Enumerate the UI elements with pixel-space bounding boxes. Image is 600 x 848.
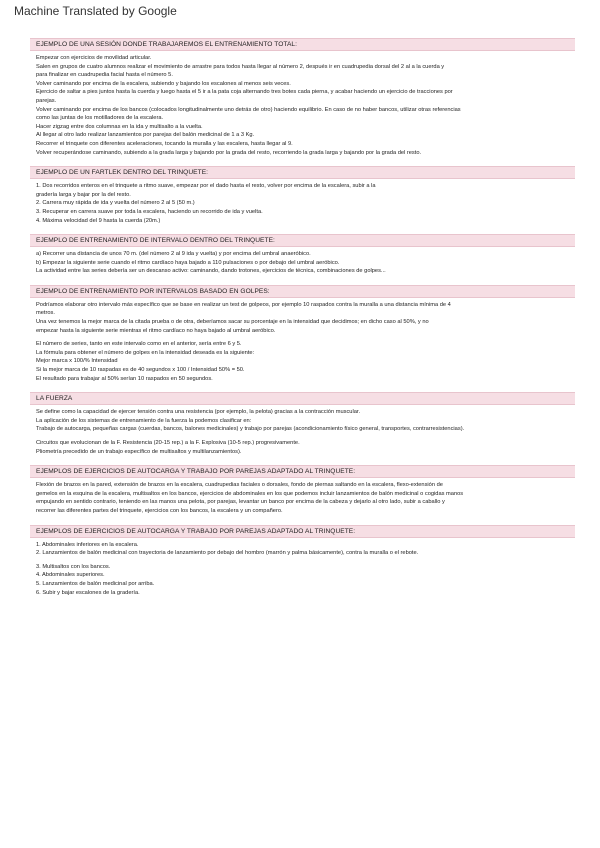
text-line: Volver caminando por encima de los bancos (colocados longitudinalmente uno detrás de otro) haciendo equilibrio. En caso de no haber bancos, utilizar otras referencias [36, 106, 461, 113]
text-line: 3. Multisaltos con los bancos. [36, 563, 111, 570]
text-line: Flexión de brazos en la pared, extensión de brazos en la escalera, cuadrupedias faciales o dorsales, fondo de piernas saltando en la escalera, flexo-extensión de [36, 482, 443, 489]
section [30, 234, 575, 276]
text-line: 1. Dos recorridos enteros en el trinquete a ritmo suave, empezar por el dado hasta el resto, volver por encima de la escalera, subir a la [36, 183, 376, 190]
text-line: 2. Lanzamientos de balón medicinal con trayectoria de lanzamiento por debajo del hombro (marrón y palma básicamente), contra la muralla o el rebote. [36, 550, 419, 557]
text-line: empujando en sentido contrario, teniendo en las manos una pelota, por parejas, levantar un banco por encima de la cabeza y dejarlo al otro lado, subir a caballo y [36, 499, 445, 506]
text-line: metros. [36, 310, 55, 317]
section-heading: EJEMPLO DE ENTRENAMIENTO POR INTERVALOS BASADO EN GOLPES: [30, 285, 575, 298]
section-heading: EJEMPLOS DE EJERCICIOS DE AUTOCARGA Y TRABAJO POR PAREJAS ADAPTADO AL TRINQUETE: [30, 525, 575, 538]
section [30, 465, 575, 515]
text-line: Empezar con ejercicios de movilidad articular. [36, 55, 152, 61]
translation-banner: Machine Translated by Google [14, 4, 177, 18]
text-line: Al llegar al otro lado realizar lanzamientos por parejas del balón medicinal de 1 a 3 Kg. [36, 132, 255, 139]
section [30, 525, 575, 598]
section [30, 285, 575, 383]
text-line: Mejor marca x 100/% Intensidad [36, 358, 118, 365]
section [30, 166, 575, 225]
text-line: 5. Lanzamientos de balón medicinal por arriba. [36, 580, 155, 587]
text-line: Pliometría precedido de un trabajo específico de multisaltos y multilanzamientos). [36, 448, 242, 455]
text-line: 4. Máxima velocidad del 9 hasta la cuerda (20m.) [36, 217, 161, 224]
section [30, 38, 575, 157]
text-line: Volver recuperándose caminando, subiendo a la grada larga y bajando por la grada del resto, recorriendo la grada larga y bajando por la grada del resto. [36, 149, 422, 156]
text-line: El resultado para trabajar al 50% serían 10 raspados en 50 segundos. [36, 375, 213, 382]
text-line: 4. Abdominales superiores. [36, 572, 105, 579]
section [30, 392, 575, 456]
section-heading: EJEMPLO DE ENTRENAMIENTO DE INTERVALO DENTRO DEL TRINQUETE: [30, 234, 575, 247]
text-line: Se define como la capacidad de ejercer tensión contra una resistencia (por ejemplo, la pelota) gracias a la contracción muscular. [36, 409, 361, 416]
text-line: gradería larga y bajar por la del resto. [36, 191, 131, 198]
section-heading: LA FUERZA [30, 392, 575, 405]
text-line: gemelos en la esquina de la escalera, multisaltos en los bancos, ejercicios de abdominales en los que podemos incluir lanzamientos de balón medicinal o cogidas manos [36, 490, 464, 497]
text-line: Salen en grupos de cuatro alumnos realizar el movimiento de arrastre para todos hasta llegar al número 2, después ir en cuadrupedia dorsal del 2 al a la cuerda y [36, 63, 445, 70]
text-line: 2. Carrera muy rápida de ida y vuelta del número 2 al 5 (50 m.) [36, 200, 195, 207]
section-heading: EJEMPLOS DE EJERCICIOS DE AUTOCARGA Y TRABAJO POR PAREJAS ADAPTADO AL TRINQUETE: [30, 465, 575, 478]
text-line: 1. Abdominales inferiores en la escalera. [36, 541, 139, 548]
text-line: Recorrer el trinquete con diferentes aceleraciones, tocando la muralla y las escalera, hasta llegar al 9. [36, 140, 293, 147]
text-line: Circuitos que evolucionan de la F. Resistencia (20-15 rep.) a la F. Explosiva (10-5 rep.) progresivamente. [36, 440, 300, 446]
text-line: Si la mejor marca de 10 raspadas es de 40 segundos x 100 / Intensidad 50% = 50. [36, 367, 245, 374]
text-line: parejas. [36, 97, 57, 104]
text-line: b) Empezar la siguiente serie cuando el ritmo cardíaco haya bajado a 110 pulsaciones o por debajo del umbral aeróbico. [36, 259, 340, 266]
document-body [30, 38, 575, 606]
text-line: para finalizar en cuadrupedia facial hasta el número 5. [36, 72, 173, 79]
text-line: recorrer las diferentes partes del trinquete, ejercicios con los bancos, la escalera y un compañero. [36, 507, 283, 514]
text-line: Volver caminando por encima de la escalera, subiendo y bajando los escalones al menos seis veces. [36, 80, 291, 87]
text-line: El número de series, tanto en este intervalo como en el anterior, sería entre 6 y 5. [36, 341, 242, 348]
text-line: Trabajo de autocarga, pequeñas cargas (cuerdas, bancos, balones medicinales) y trabajo por parejas (acondicionamiento físico general, transportes, contrarresistencias). [36, 426, 465, 433]
section-heading: EJEMPLO DE UN FARTLEK DENTRO DEL TRINQUETE: [30, 166, 575, 179]
text-line: La aplicación de los sistemas de entrenamiento de la fuerza la podemos clasificar en: [36, 417, 252, 424]
text-line: La fórmula para obtener el número de golpes en la intensidad deseada es la siguiente: [36, 349, 255, 356]
text-line: empezar hasta la siguiente serie mientras el ritmo cardíaco no haya bajado al umbral aeróbico. [36, 327, 276, 334]
text-line: La actividad entre las series debería ser un descanso activo: caminando, dando trotones, ejercicios de técnica, combinaciones de golpes... [36, 268, 386, 275]
section-heading: EJEMPLO DE UNA SESIÓN DONDE TRABAJAREMOS EL ENTRENAMIENTO TOTAL: [30, 38, 575, 51]
text-line: a) Recorrer una distancia de unos 70 m. (del número 2 al 9 ida y vuelta) y por encima del umbral anaeróbico. [36, 251, 311, 258]
text-line: Hacer zigzag entre dos columnas en la ida y multisalto a la vuelta. [36, 123, 203, 130]
text-line: 3. Recuperar en carrera suave por toda la escalera, haciendo un recorrido de ida y vuelta. [36, 208, 263, 215]
text-line: Podríamos elaborar otro intervalo más específico que se base en realizar un test de golpeos, por ejemplo 10 raspados contra la muralla a una distancia mínima de 4 [36, 301, 451, 308]
text-line: Una vez tenemos la mejor marca de la citada prueba o de otra, deberíamos sacar su porcentaje en la intensidad que decidimos; en dicho caso al 50%, y no [36, 319, 429, 326]
text-line: 6. Subir y bajar escalones de la gradería. [36, 589, 140, 596]
text-line: como las juntas de los motilladores de la escalera. [36, 115, 164, 122]
text-line: Ejercicio de saltar a pies juntos hasta la cuerda y luego hasta el 5 ir a la pata coja alternando tres botes cada pierna, y acabar haciendo un ejercicio de tracciones por [36, 89, 453, 96]
